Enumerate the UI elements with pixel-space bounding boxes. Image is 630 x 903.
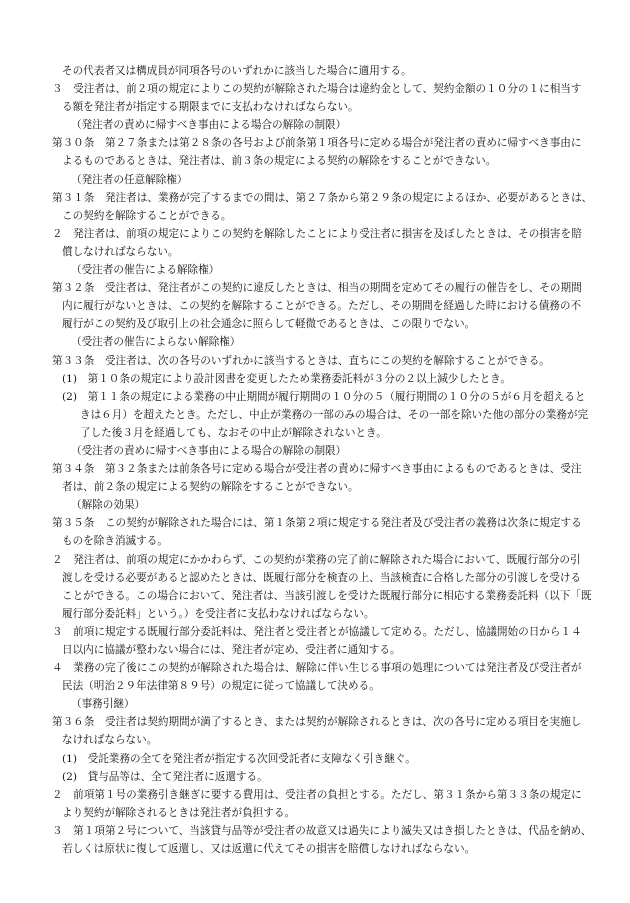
text-line: る額を発注者が指定する期限までに支払わなければならない。 [62,101,359,114]
text-line: (1) 受託業務の全てを発注者が指定する次回受託者に支障なく引き継ぐ。 [62,752,416,765]
text-line: 履行部分委託料」という。）を受注者に支払わなければならない。 [62,607,375,620]
text-line: この契約を解除することができる。 [62,209,232,222]
text-line: (2) 第１１条の規定による業務の中止期間が履行期間の１０分の５（履行期間の１０分の５が６月を超えると [62,390,586,403]
text-line: 日以内に協議が整わない場合には、発注者が定め、受注者に通知する。 [62,644,401,656]
text-line: 履行がこの契約及び取引上の社会通念に照らして軽微であるときは、この限りでない。 [62,318,476,331]
text-line: （受注者の催告による解除権） [71,264,220,277]
text-line: ２ 発注者は、前項の規定にかかわらず、この契約が業務の完了前に解除された場合において、既履行部分の引 [52,553,581,566]
text-line: ３ 第１項第２号について、当該貸与品等が受注者の故意又は過失により滅失又はき損したときは、代品を納め、 [52,824,592,837]
text-line: ことができる。この場合において、発注者は、当該引渡しを受けた既履行部分に相応する業務委託料（以下「既 [62,589,592,602]
text-line: よるものであるときは、発注者は、前３条の規定による契約の解除をすることができない。 [62,155,497,168]
text-line: 第３１条 発注者は、業務が完了するまでの間は、第２７条から第２９条の規定によるほか、必要があるときは、 [52,191,593,204]
text-line: ２ 発注者は、前項の規定によりこの契約を解除したことにより受注者に損害を及ぼしたときは、その損害を賠 [52,227,582,240]
text-line: 第３６条 受注者は契約期間が満了するとき、または契約が解除されるときは、次の各号に定める項目を実施し [52,716,582,729]
text-line: （受注者の催告によらない解除権） [71,336,241,349]
text-line: より契約が解除されるときは発注者が負担する。 [62,806,296,819]
document-body [52,62,598,858]
text-line: ものを除き消滅する。 [62,535,168,548]
text-line: その代表者又は構成員が同項各号のいずれかに該当した場合に適用する。 [62,65,412,77]
text-line: ２ 前項第１号の業務引き継ぎに要する費用は、受注者の負担とする。ただし、第３１条から第３３条の規定に [52,788,582,801]
text-line: (2) 貸与品等は、全て発注者に返還する。 [62,770,268,783]
text-line: ４ 業務の完了後にこの契約が解除された場合は、解除に伴い生じる事項の処理については発注者及び受注者が [52,662,582,675]
text-line: （発注者の任意解除権） [71,173,188,186]
text-line: きは６月）を超えたとき。ただし、中止が業務の一部のみの場合は、その一部を除いた他の部分の業務が完 [80,408,589,421]
text-line: （受注者の責めに帰すべき事由による場合の解除の制限） [71,444,347,457]
text-line: （事務引継） [71,698,135,711]
text-line: 第３０条 第２７条または第２８条の各号および前条第１項各号に定める場合が発注者の責めに帰すべき事由に [52,137,582,150]
text-line: なければならない。 [62,734,158,747]
text-line: 内に履行がないときは、この契約を解除することができる。ただし、その期間を経過した時における債務の不 [62,300,582,313]
text-line: 者は、前２条の規定による契約の解除をすることができない。 [62,481,359,494]
text-line: 民法（明治２９年法律第８９号）の規定に従って協議して決める。 [62,680,380,693]
text-line: 渡しを受ける必要があると認めたときは、既履行部分を検査の上、当該検査に合格した部分の引渡しを受ける [62,571,582,584]
text-line: 償しなければならない。 [62,245,179,258]
text-line: 第３４条 第３２条または前条各号に定める場合が受注者の責めに帰すべき事由によるものであるときは、受注 [52,463,582,476]
text-line: 若しくは原状に復して返還し、又は返還に代えてその損害を賠償しなければならない。 [62,843,476,856]
text-line: 第３５条 この契約が解除された場合には、第１条第２項に規定する発注者及び受注者の義務は次条に規定する [52,517,582,530]
text-line: 第３３条 受注者は、次の各号のいずれかに該当するときは、直ちにこの契約を解除することができる。 [52,354,550,367]
text-line: 第３２条 受注者は、発注者がこの契約に違反したときは、相当の期間を定めてその履行の催告をし、その期間 [52,282,582,295]
text-line: （発注者の責めに帰すべき事由による場合の解除の制限） [71,119,347,132]
text-line: (1) 第１０条の規定により設計図書を変更したため業務委託料が３分の２以上減少したとき。 [62,372,511,385]
text-line: 了した後３月を経過しても、なおその中止が解除されないとき。 [80,426,387,439]
text-line: （解除の効果） [71,499,146,512]
text-line: ３ 受注者は、前２項の規定によりこの契約が解除された場合は違約金として、契約金額の１０分の１に相当す [52,83,582,96]
text-line: ３ 前項に規定する既履行部分委託料は、発注者と受注者とが協議して定める。ただし、協議開始の日から１４ [52,625,582,638]
